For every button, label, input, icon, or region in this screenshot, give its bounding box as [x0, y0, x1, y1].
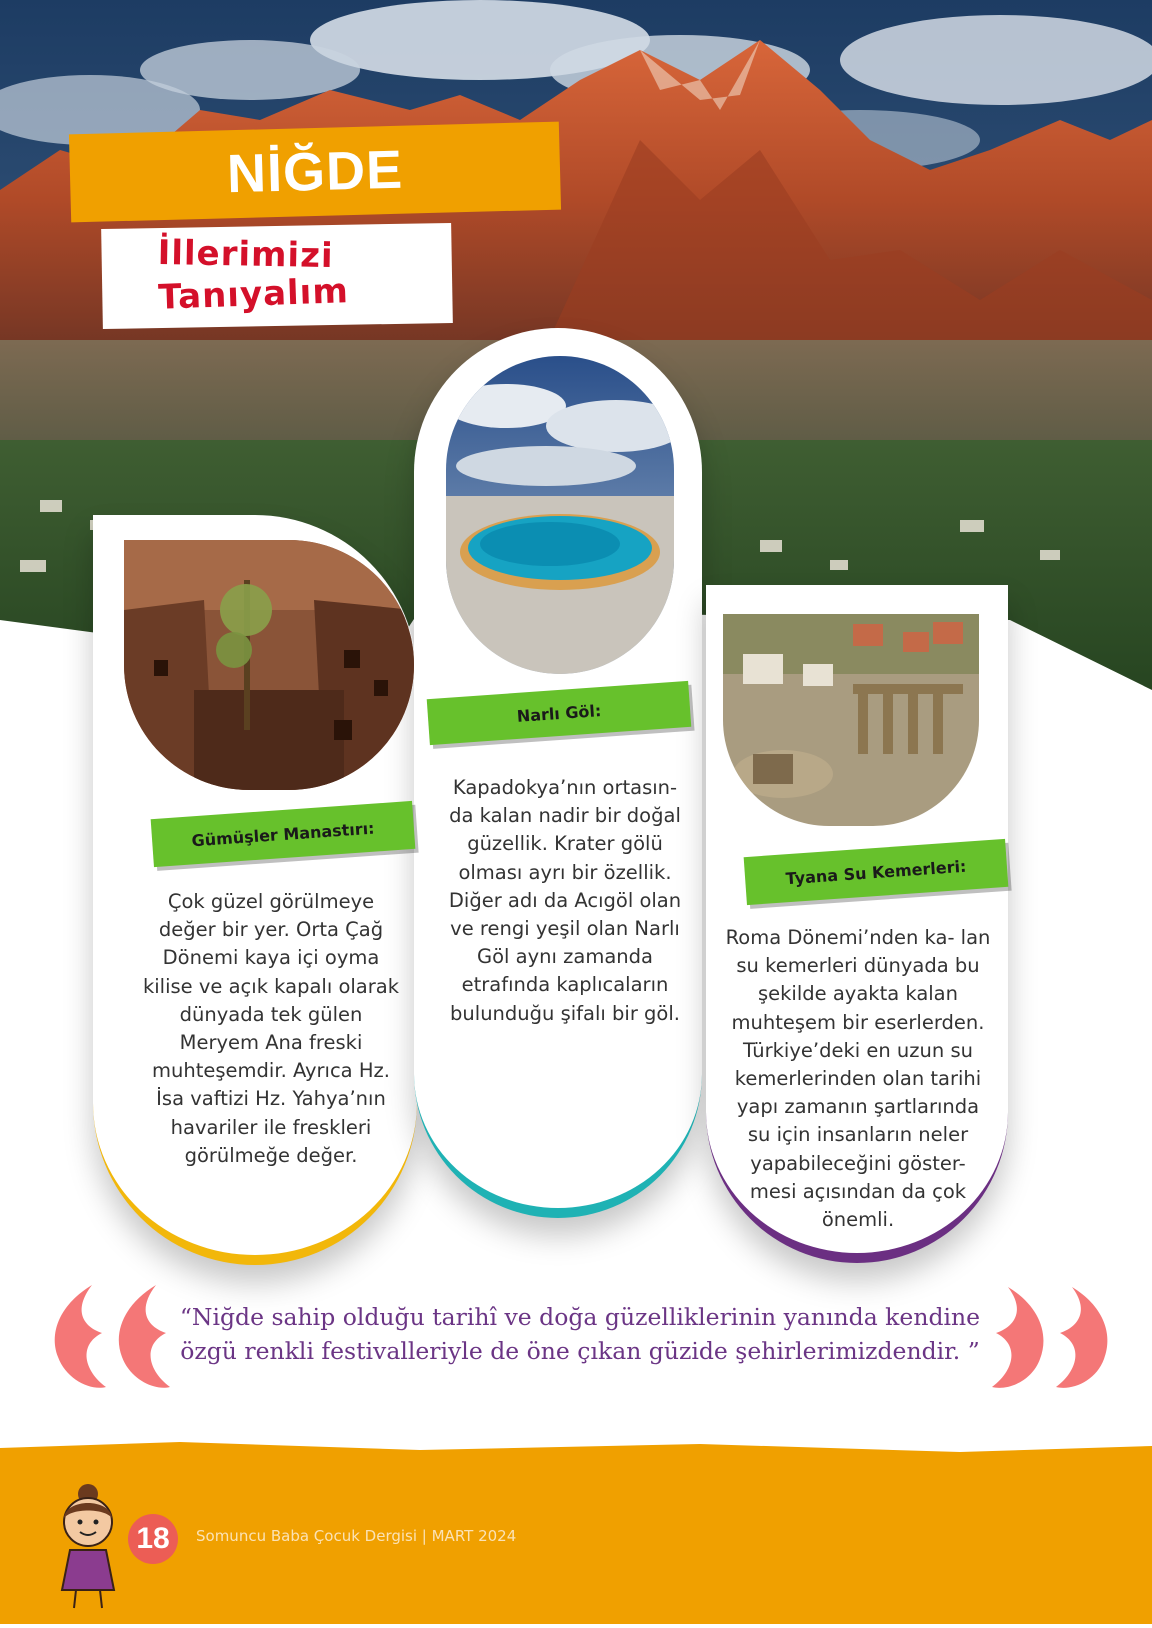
label-gumusler: Gümüşler Manastırı: — [151, 801, 416, 867]
desc-narli-gol: Kapadokya’nın ortasın- da kalan nadir bir doğal güzellik. Krater gölü olması ayrı bir özellik. Diğer adı da Acıgöl olan ve rengi yeşil olan Narlı Göl aynı zamanda etrafında kaplıcaların bulunduğu şifalı bir göl. — [448, 776, 682, 1025]
subtitle-line-2: Tanıyalım — [157, 271, 350, 318]
subtitle-line-1: İllerimizi — [157, 233, 334, 277]
close-quote-icon — [984, 1283, 1120, 1393]
title-banner — [69, 122, 561, 223]
desc-tyana: Roma Dönemi’nden ka- lan su kemerleri dünyada bu şekilde ayakta kalan muhteşem bir eserlerden. Türkiye’deki en uzun su kemerlerinden olan tarihi yapı zamanın şartlarında su için insanların neler yapabileceğini göster- mesi açısından da çok önemli. — [725, 926, 991, 1232]
tyana-aqueduct-photo — [723, 614, 979, 826]
narli-gol-lake-photo — [446, 356, 674, 674]
magazine-credit: Somuncu Baba Çocuk Dergisi | MART 2024 — [196, 1527, 517, 1545]
label-tyana: Tyana Su Kemerleri: — [744, 839, 1009, 905]
quote-text: “Niğde sahip olduğu tarihî ve doğa güzelliklerinin yanında kendine özgü renkli festivalleriyle de öne çıkan güzide şehirlerimizdendir. ” — [179, 1303, 981, 1365]
page-number-badge: 18 — [128, 1514, 178, 1564]
page-title: NİĞDE — [226, 139, 404, 205]
gumusler-monastery-photo — [124, 540, 414, 790]
subtitle-box — [101, 223, 453, 329]
desc-gumusler: Çok güzel görülmeye değer bir yer. Orta Çağ Dönemi kaya içi oyma kilise ve açık kapalı olarak dünyada tek gülen Meryem Ana freski muhteşemdir. Ayrıca Hz. İsa vaftizi Hz. Yahya’nın havariler ile freskleri görülmeğe değer. — [142, 890, 400, 1167]
mascot-girl-icon — [48, 1478, 128, 1614]
label-narli-gol: Narlı Göl: — [427, 681, 692, 745]
